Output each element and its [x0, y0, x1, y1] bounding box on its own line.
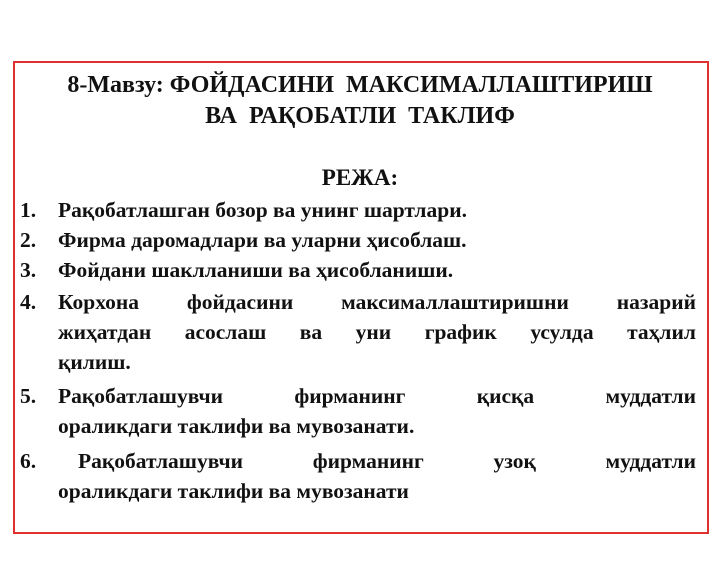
word: таҳлил	[627, 320, 696, 344]
plan-item-line: ораликдаги таклифи ва мувозанати.	[58, 414, 415, 438]
plan-item-line	[58, 317, 696, 347]
word: график	[424, 320, 497, 344]
word: фирманинг	[294, 384, 406, 408]
word: Рақобатлашувчи	[58, 384, 224, 408]
word: назарий	[616, 290, 696, 314]
word: Рақобатлашувчи	[78, 449, 244, 473]
word: фойдасини	[186, 290, 294, 314]
word: фирманинг	[312, 449, 424, 473]
plan-item-text	[58, 195, 696, 225]
plan-item-line: Фойдани шаклланиши ва ҳисобланиши.	[58, 258, 454, 282]
plan-item-text	[58, 287, 696, 377]
word: жиҳатдан	[58, 320, 152, 344]
word: максималлаштиришни	[341, 290, 569, 314]
word: қисқа	[476, 384, 535, 408]
word: асослаш	[184, 320, 267, 344]
slide-title-line-2: ВА РАҚОБАТЛИ ТАКЛИФ	[205, 103, 515, 129]
plan-item-number: 3.	[20, 258, 37, 282]
plan-item-number: 4.	[20, 290, 37, 314]
word: уни	[355, 320, 392, 344]
plan-item-line: Фирма даромадлари ва уларни ҳисоблаш.	[58, 228, 467, 252]
word: узоқ	[493, 449, 536, 473]
word: муддатли	[605, 449, 696, 473]
plan-item-number: 6.	[20, 449, 37, 473]
word: ва	[299, 320, 323, 344]
plan-item-number: 2.	[20, 228, 37, 252]
plan-item-line: қилиш.	[58, 350, 131, 374]
plan-item-number: 5.	[20, 384, 37, 408]
plan-item-number: 1.	[20, 198, 37, 222]
word: усулда	[530, 320, 594, 344]
slide-title-line-1: 8-Мавзу: ФОЙДАСИНИ МАКСИМАЛЛАШТИРИШ	[67, 72, 653, 98]
plan-item-line: ораликдаги таклифи ва мувозанати	[58, 479, 409, 503]
plan-item-text	[58, 255, 696, 285]
plan-heading: РЕЖА:	[321, 165, 399, 190]
word: Корхона	[58, 290, 140, 314]
word: муддатли	[605, 384, 696, 408]
plan-item-line: Рақобатлашган бозор ва унинг шартлари.	[58, 198, 467, 222]
plan-item-text	[58, 446, 696, 506]
plan-item-line	[58, 381, 696, 411]
plan-item-line	[58, 287, 696, 317]
plan-item-text	[58, 225, 696, 255]
plan-item-line	[58, 446, 696, 476]
plan-item-text	[58, 381, 696, 441]
